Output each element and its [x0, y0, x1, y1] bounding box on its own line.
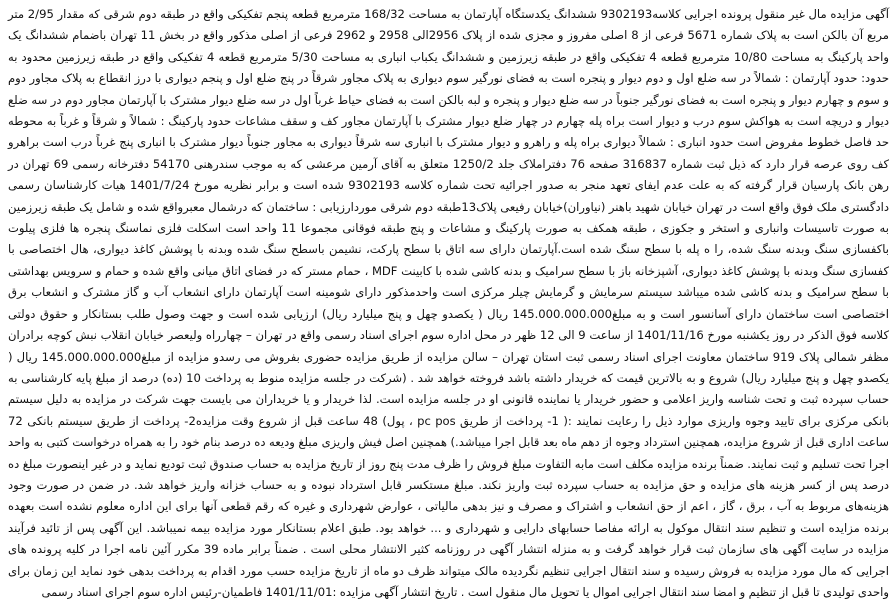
auction-notice-text: آگهی مزایده مال غیر منقول پرونده اجرایی کلاسه9302193 ششدانگ یکدستگاه آپارتمان به مساحت 168/32 مترمربع قطعه پنجم تفکیکی واقع در طبقه دوم شرقی که مقدار 2/95 متر مربع آن بالکن است به پلاک شماره 5671 فرعی از 8 اصلی مفروز و مجزی شده از پلاک 2956الی 2958 و 2962 فرعی از اصلی مذکور واقع در بخش 11 تهران باضمام ششدانگ یک واحد پارکینگ به مساحت 10/80 مترمربع قطعه 4 تفکیکی واقع در طبقه زیرزمین و ششدانگ یکباب انباری به مساحت 5/30 مترمربع قطعه 4 تفکیکی واقع در طبقه زیرزمین محدود به حدود: حدود آپارتمان : شمالاً در سه ضلع اول و دوم دیوار و پنجره است به فضای نورگیر سوم دیواری به پلاک مجاور شرقاً در پنج ضلع اول و پنجم دیواری با درز انقطاع به پلاک مجاور دوم و سوم و چهارم دیوار و پنجره است به فضای نورگیر جنوباً در سه ضلع دیوار و پنجره و لبه بالکن است به فضای حیاط غرباً اول در سه ضلع دیوار مشترک با آپارتمان مجاور دوم در سه ضلع دیوار و دریچه است به هواکش سوم درب و دیوار است براه پله چهارم در چهار ضلع دیوار مشترک با آپارتمان مجاور کف و سقف مشاعات حدود پارکینگ : شمالاً و شرقاً و غرباً به محوطه حد فاصل خطوط مفروض است حدود انباری : شمالاً دیواری براه پله و راهرو و دیوار مشترک با انباری سه شرقاً دیواری به مجاور جنوباً دیوار مشترک با انباری پنج غرباً درب است براهرو کف روی عرصه قرار دارد که ذیل ثبت شماره 316837 صفحه 76 دفتراملاک جلد 1250/2 متعلق به آقای آرمین مرعشی که به موجب سندرهنی 54170 دفترخانه رسمی 69 تهران در رهن بانک پارسیان قرار گرفته که به علت عدم ایفای تعهد منجر به صدور اجرائیه تحت شماره کلاسه 9302193 شده است و برابر نظریه مورخ 1401/7/24 هیات کارشناسان رسمی دادگستری ملک فوق واقع است در تهران خیابان شهید باهنر (نیاوران)خیابان رفیعی پلاک13طبقه دوم شرقی موردارزیابی : ساختمان که درشمال معبرواقع شده و شامل یک طبقه زیرزمین به صورت تاسیسات وانباری و استخر و جکوزی ، طبقه همکف به صورت پارکینگ و مشاعات و پنج طبقه فوقانی مجموعا 11 واحد است اسکلت فلزی نماسنگ پنجره ها فلزی پیلوت باکفسازی سنگ وبدنه سنگ شده، را ه پله با سطح سنگ شده است.آپارتمان دارای سه اتاق با سطح پارکت، نشیمن باسطح سنگ شده وبدنه با پوشش کاغذ دیواری، هال اختصاصی با کفسازی سنگ وبدنه با پوشش کاغذ دیواری، آشپزخانه باز با سطح سرامیک و بدنه کاشی شده با کابینت MDF ، حمام مستر که در فضای اتاق میانی واقع شده و حمام و سرویس بهداشتی با سطح سرامیک و بدنه کاشی شده میباشد سیستم سرمایش و گرمایش چیلر مرکزی است واحدمذکور دارای شومینه است آپارتمان دارای انشعاب آب و گاز مشترک و انشعاب برق اختصاصی است ساختمان دارای آسانسور است و به مبلغ145.000.000.000 ریال ( یکصدو چهل و پنج میلیارد ریال) ارزیابی شده است و جهت وصول طلب بستانکار و حقوق دولتی کلاسه فوق الذکر در روز یکشنبه مورخ 1401/11/16 از ساعت 9 الی 12 ظهر در محل اداره سوم اجرای اسناد رسمی واقع در تهران – چهارراه ولیعصر خیابان انقلاب نبش کوچه برادران مظفر شمالی پلاک 919 ساختمان معاونت اجرای اسناد رسمی ثبت استان تهران – سالن مزایده از طریق مزایده حضوری بفروش می رسدو مزایده از مبلغ145.000.000.000 ریال ( یکصدو چهل و پنج میلیارد ریال) شروع و به بالاترین قیمت که خریدار داشته باشد فروخته خواهد شد . (شرکت در جلسه مزایده منوط به پرداخت 10 (ده) درصد از مبلغ پایه کارشناسی به حساب سپرده ثبت و تحت شناسه واریز اعلامی و حضور خریدار یا نماینده قانونی او در جلسه مزایده است. لذا خریدار و یا خریداران می بایست جهت شرکت در مزایده به دلیل سیستم بانکی مرکزی برای تایید وجوه واریزی موارد ذیل را رعایت نمایند :( 1- پرداخت از طریق pc pos ، پول) 48 ساعت قبل از شروع وقت مزایده2- پرداخت از طریق سیستم بانکی 72 ساعت اداری قبل از شروع مزایده، همچنین استرداد وجوه از دهم ماه بعد قابل اجرا میباشد.) همچنین اصل فیش واریزی مبلغ ودیعه ده درصد بنام خود را به همراه درخواست کتبی به واحد اجرا تحت تسلیم و ثبت نمایند. ضمناً برنده مزایده مکلف است مابه التفاوت مبلغ فروش را ظرف مدت پنج روز از تاریخ مزایده به حساب صندوق ثبت تودیع نماید و در غیر اینصورت مبلغ ده درصد پس از کسر هزینه های مزایده و حق مزایده به حساب سپرده ثبت واریز نکند. مبلغ مستکسر قابل استرداد نبوده و به حساب خزانه واریز خواهد شد. در ضمن در صورت وجود هزینه‌های مربوط به آب ، برق ، گاز ، اعم از حق انشعاب و اشتراک و مصرف و نیز بدهی مالیاتی ، عوارض شهرداری و غیره که رقم قطعی آنها برای این اداره معلوم نشده است بعهده برنده مزایده است و تنظیم سند انتقال موکول به ارائه مفاصا حسابهای دارایی و شهرداری و ... خواهد بود. طبق اعلام بستانکار مورد مزایده بیمه نمیباشد. این آگهی پس از تائید فرآیند مزایده در سایت آگهی های سازمان ثبت قرار خواهد گرفت و به منزله انتشار آگهی در روزنامه کثیر الانتشار محلی است . ضمناً برابر ماده 39 مکرر آئین نامه اجرا در کلیه پرونده های اجرایی که مال مورد مزایده به فروش رسیده و سند انتقال اجرایی تنظیم نگردیده مالک میتواند ظرف دو ماه از تاریخ مزایده حسب مورد اقدام به پرداخت بدهی خود نماید این زمان برای واحدی تولیدی تا قبل از تنظیم و امضا سند انتقال اجرایی اموال یا تحویل مال منقول است . تاریخ انتشار آگهی مزایده :1401/11/01 فاطمیان-رئیس اداره سوم اجرای اسناد رسمی: [8, 7, 890, 599]
